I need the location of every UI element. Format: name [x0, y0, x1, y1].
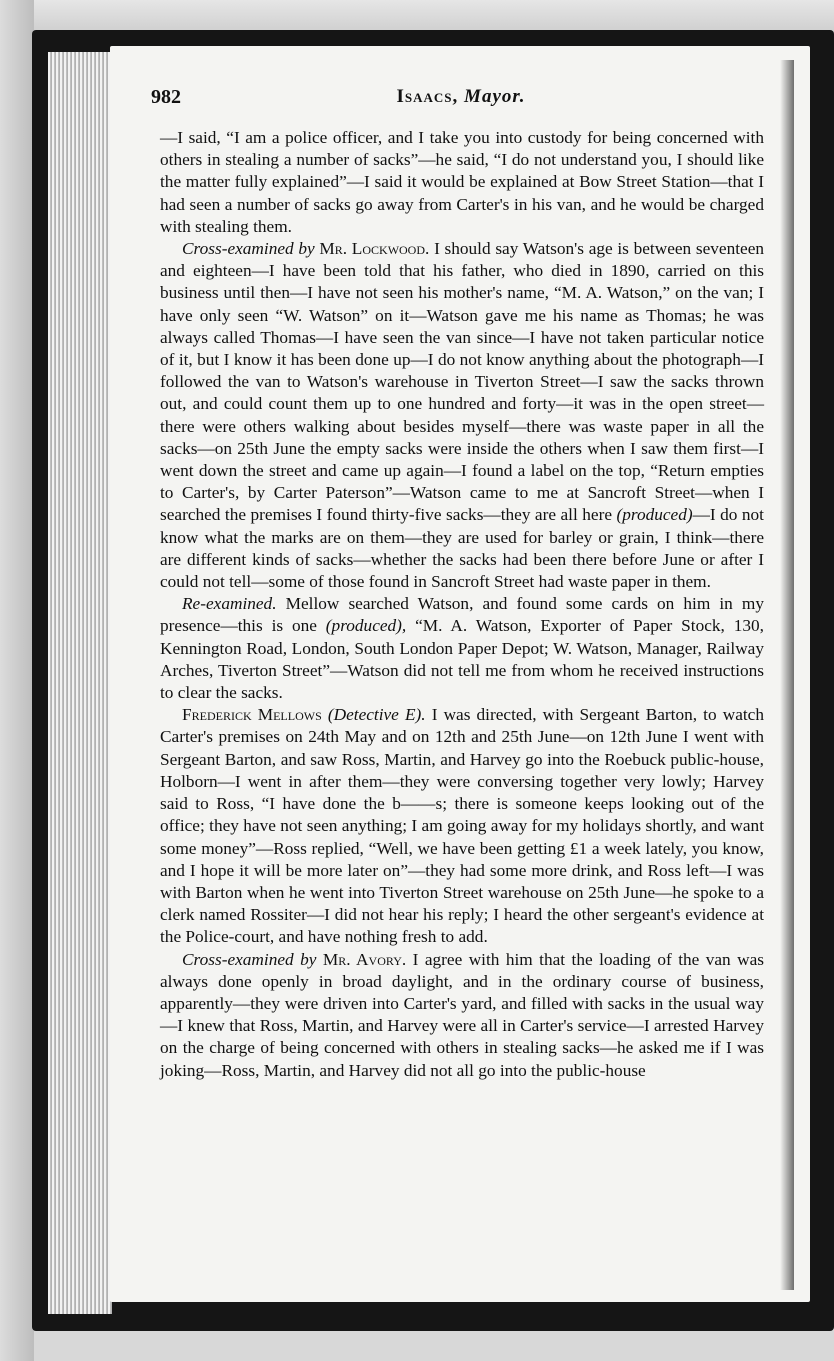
paragraph-text: Mellow searched Watson, and found some cards on him in my presence—this is one	[160, 594, 764, 636]
paragraph-text: —I said, “I am a police officer, and I take you into custody for being concerned with others in stealing a number of sacks”—he said, “I do not understand you, I should like the matter fully explained”—I said it would be explained at Bow Street Station—that I had seen a number of sacks go away from Carter's in his van, and he would be charged with stealing them.	[160, 128, 764, 236]
paragraph-3	[160, 593, 764, 704]
running-head-name: Isaacs,	[396, 86, 459, 107]
page-edges	[48, 52, 112, 1314]
body-text	[160, 127, 764, 1082]
paragraph-text: I agree with him that the loading of the van was always done openly in broad daylight, and in the ordinary course of business, apparently—they were driven into Carter's yard, and filled with sacks in the usual way—I knew that Ross, Martin, and Harvey were all in Carter's service—I arrested Harvey on the charge of being concerned with others in stealing sacks—he asked me if I was joking—Ross, Martin, and Harvey did not all go into the public-house	[160, 949, 765, 1080]
paragraph-4	[160, 704, 764, 948]
page-number: 982	[151, 86, 181, 108]
produced-note: (produced),	[325, 616, 407, 636]
produced-note: (produced)	[616, 505, 693, 525]
witness-role: (Detective E).	[327, 705, 426, 725]
page-header	[151, 86, 771, 118]
witness-name: Frederick Mellows	[182, 705, 322, 725]
paragraph-1	[160, 127, 764, 238]
running-head	[151, 86, 771, 108]
counsel-name: Mr. Lockwood.	[319, 239, 430, 259]
cross-examined-label: Cross-examined by	[182, 949, 317, 969]
gutter-shadow	[780, 60, 794, 1290]
paragraph-5	[160, 949, 764, 1082]
paragraph-text-continued: —I do not know what the marks are on them—they are used for barley or grain, I think—there are different kinds of sacks—whether the sacks had been there before June or after I could not tell—some of those found in Sancroft Street had waste paper in them.	[160, 505, 764, 592]
paragraph-2	[160, 238, 764, 593]
paragraph-text: I was directed, with Sergeant Barton, to watch Carter's premises on 24th May and on 12th and 25th June—on 12th June I went with Sergeant Barton, and saw Ross, Martin, and Harvey go into the Roebuck public-house, Holborn—I went in after them—they were conversing together very lowly; Harvey said to Ross, “I have done the b——s; there is someone keeps looking out of the office; they have not seen anything; I am going away for my holidays shortly, and want some money”—Ross replied, “Well, we have been getting £1 a week lately, you know, and I hope it will be more later on”—they had some more drink, and Ross left—I was with Barton when he went into Tiverton Street warehouse on 25th June—he spoke to a clerk named Rossiter—I did not hear his reply; I heard the other sergeant's evidence at the Police-court, and have nothing fresh to add.	[160, 705, 764, 947]
background-left	[0, 0, 34, 1361]
cross-examined-label: Cross-examined by	[182, 239, 315, 259]
running-head-office: Mayor.	[464, 86, 526, 107]
re-examined-label: Re-examined.	[182, 594, 277, 614]
paragraph-text-continued: “M. A. Watson, Exporter of Paper Stock, 130, Kennington Road, London, South London Paper Depot; W. Watson, Manager, Railway Arches, Tiverton Street”—Watson did not tell me from whom he received instructions to clear the sacks.	[160, 616, 764, 703]
counsel-name: Mr. Avory.	[322, 949, 407, 969]
paragraph-text: I should say Watson's age is between seventeen and eighteen—I have been told that his father, who died in 1890, carried on this business until then—I have not seen his mother's name, “M. A. Watson,” on the van; I have only seen “W. Watson” on it—Watson gave me his name as Thomas; he was always called Thomas—I have seen the van since—I have not taken particular notice of it, but I know it has been done up—I do not know anything about the photograph—I followed the van to Watson's warehouse in Tiverton Street—I saw the sacks thrown out, and could count them up to one hundred and forty—it was in the open street—there were others walking about besides myself—there was waste paper in all the sacks—on 25th June the empty sacks were inside the others when I saw them first—I went down the street and came up again—I found a label on the top, “Return empties to Carter's, by Carter Paterson”—Watson came to me at Sancroft Street—when I searched the premises I found thirty-five sacks—they are all here	[160, 239, 765, 525]
